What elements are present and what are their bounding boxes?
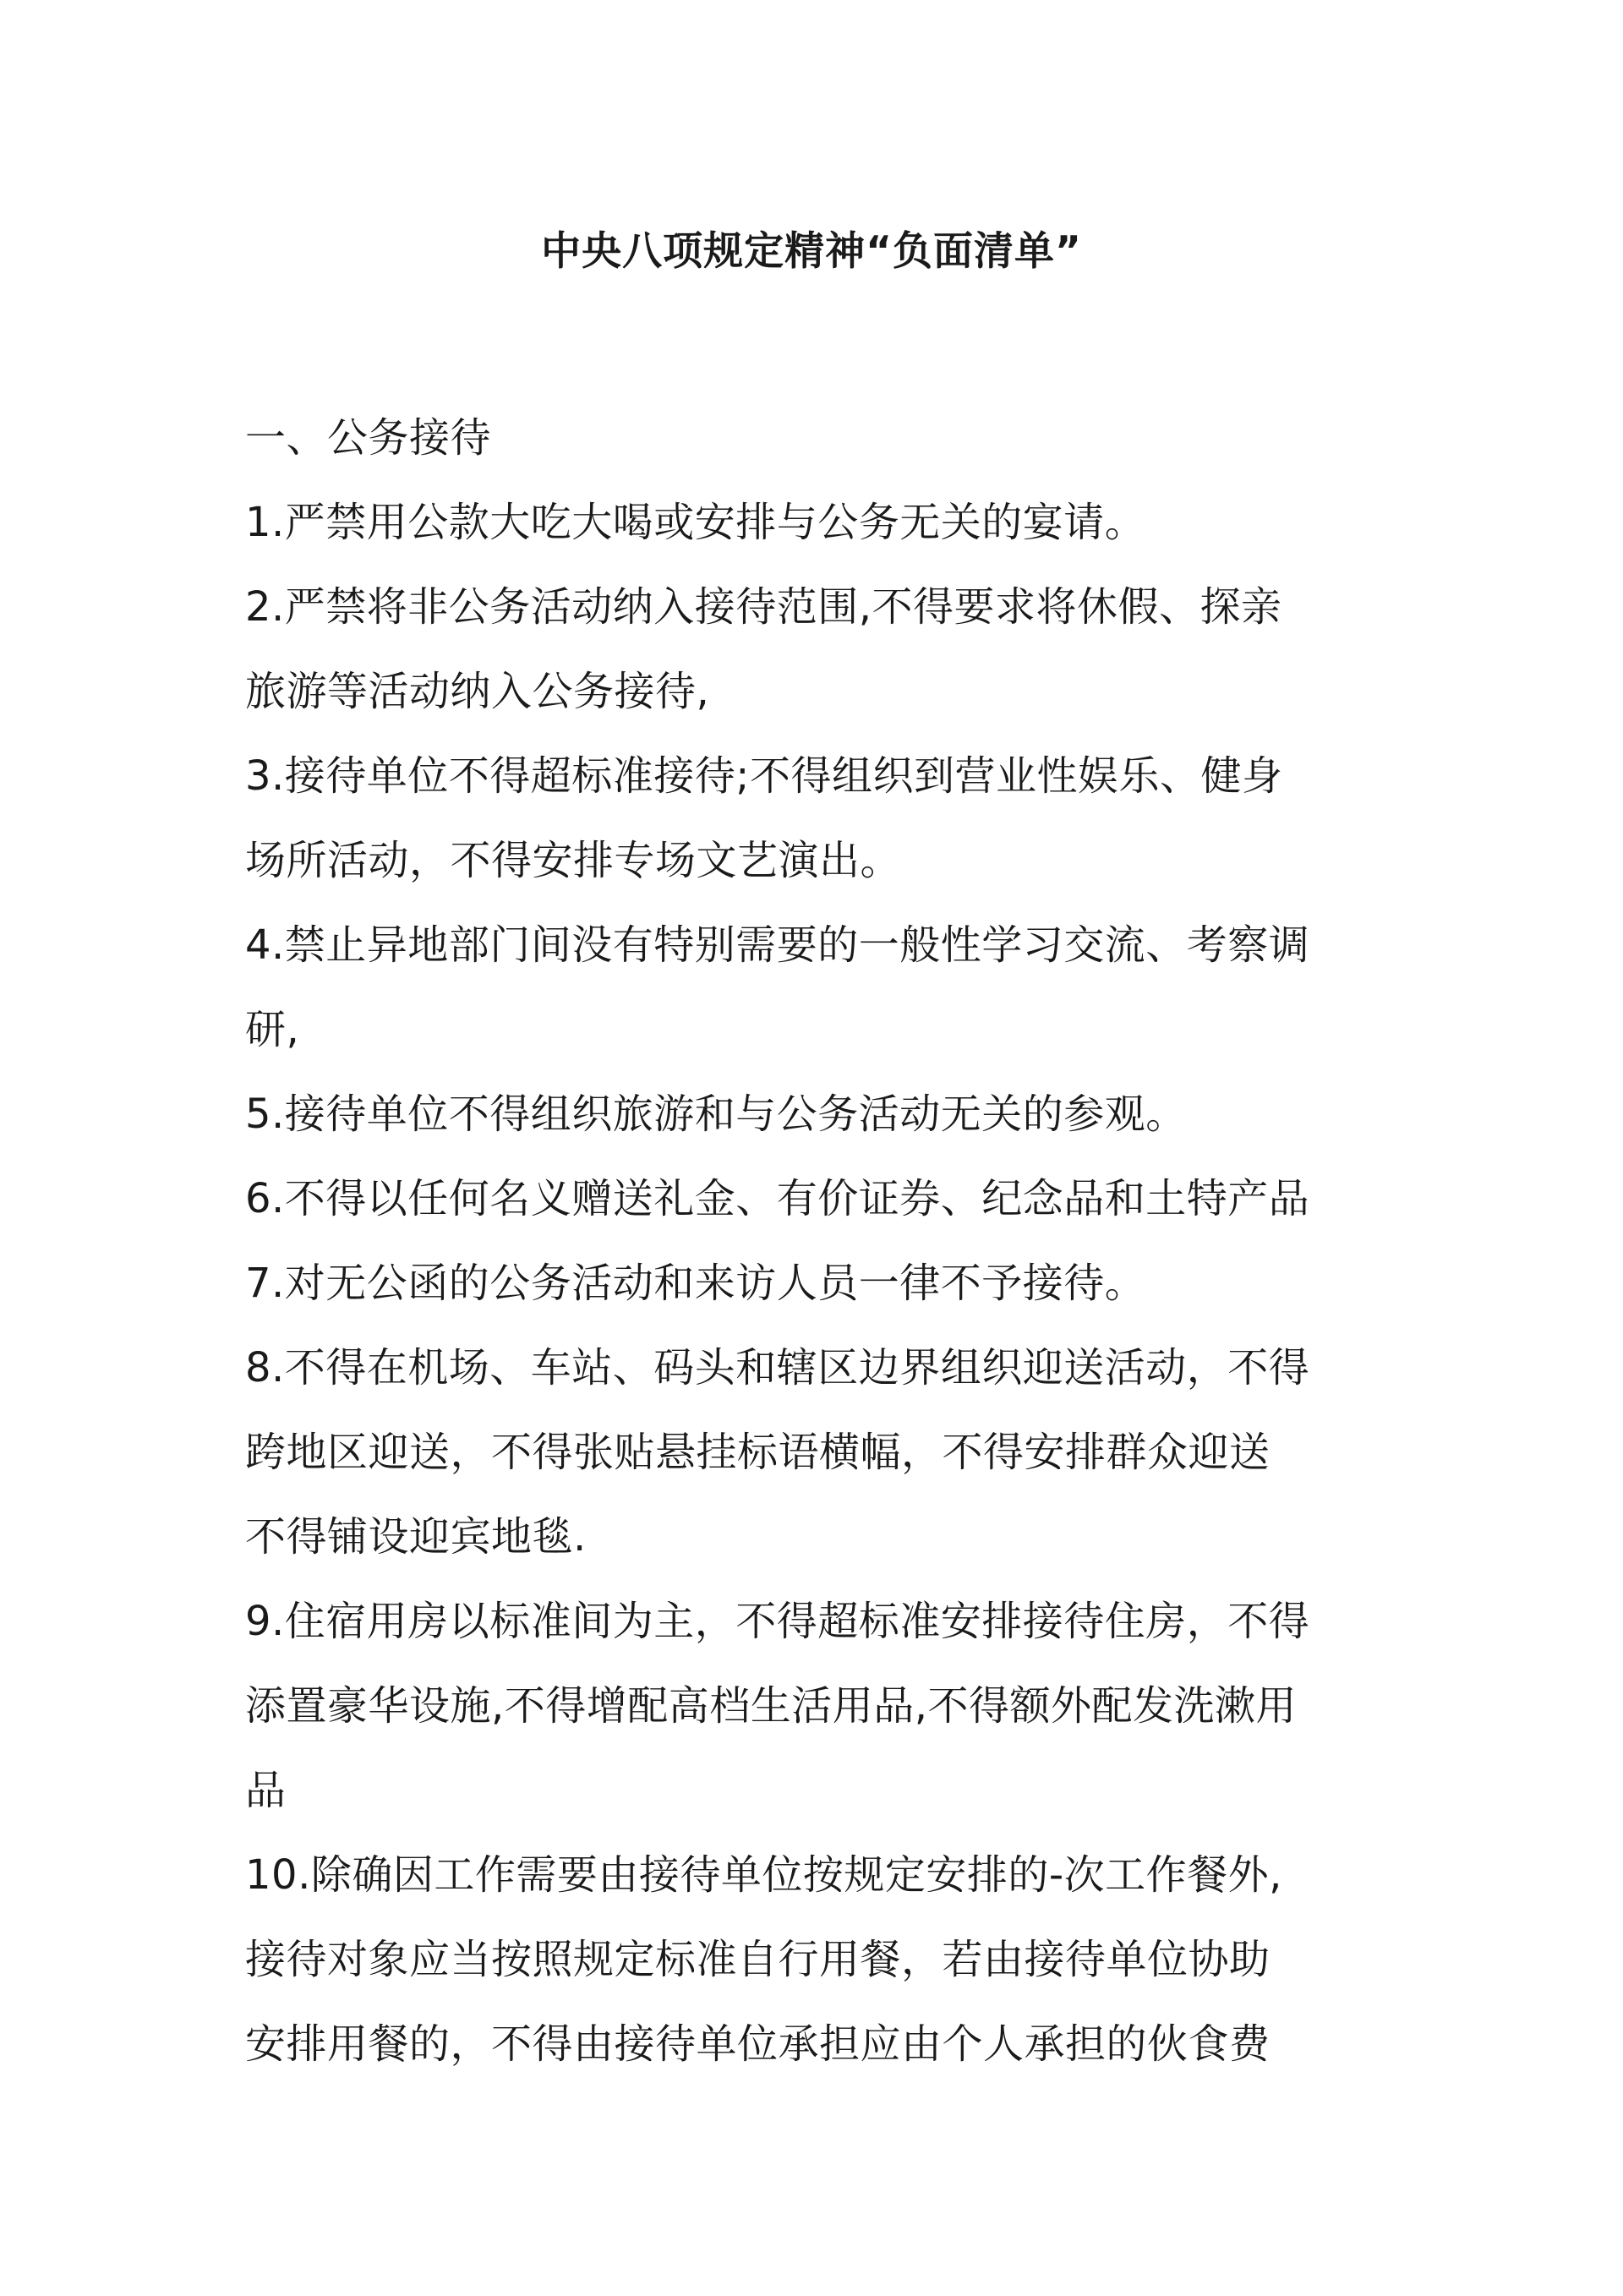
rule-item-8: 8.不得在机场、车站、码头和辖区边界组织迎送活动，不得 [245, 1344, 1310, 1391]
rule-item-4: 4.禁止异地部门间没有特别需要的一般性学习交流、考察调 [245, 921, 1310, 969]
rule-item-10-cont: 接待对象应当按照规定标准自行用餐，若由接待单位协助 [245, 1936, 1271, 1983]
rule-item-4-cont: 研, [245, 1006, 300, 1053]
rule-item-8-cont: 跨地区迎送，不得张贴悬挂标语横幅，不得安排群众迎送 [245, 1429, 1271, 1476]
rule-item-5: 5.接待单位不得组织旅游和与公务活动无关的参观。 [245, 1091, 1187, 1138]
rule-item-1: 1.严禁用公款大吃大喝或安排与公务无关的宴请。 [245, 499, 1146, 546]
section-heading: 一、公务接待 [245, 414, 492, 462]
rule-item-9: 9.住宿用房以标准间为主，不得超标准安排接待住房，不得 [245, 1598, 1310, 1645]
rule-item-3-cont: 场所活动，不得安排专场文艺演出。 [245, 837, 902, 884]
rule-item-2-cont: 旅游等活动纳入公务接待, [245, 668, 710, 715]
rule-item-3: 3.接待单位不得超标准接待;不得组织到营业性娱乐、健身 [245, 752, 1283, 800]
document-body [245, 396, 1395, 2086]
rule-item-9-cont: 添置豪华设施,不得增配高档生活用品,不得额外配发洗漱用 [245, 1682, 1298, 1730]
rule-item-8-cont: 不得铺设迎宾地毯. [245, 1513, 587, 1561]
rule-item-6: 6.不得以任何名义赠送礼金、有价证券、纪念品和土特产品 [245, 1175, 1310, 1222]
rule-item-10-cont: 安排用餐的，不得由接待单位承担应由个人承担的伙食费 [245, 2020, 1271, 2068]
rule-item-10: 10.除确因工作需要由接待单位按规定安排的-次工作餐外, [245, 1851, 1282, 1899]
rule-item-7: 7.对无公函的公务活动和来访人员一律不予接待。 [245, 1260, 1146, 1307]
document-title: 中央八项规定精神“负面清单” [541, 228, 1082, 275]
rule-item-2: 2.严禁将非公务活动纳入接待范围,不得要求将休假、探亲 [245, 583, 1282, 631]
rule-item-9-cont: 品 [245, 1767, 287, 1814]
